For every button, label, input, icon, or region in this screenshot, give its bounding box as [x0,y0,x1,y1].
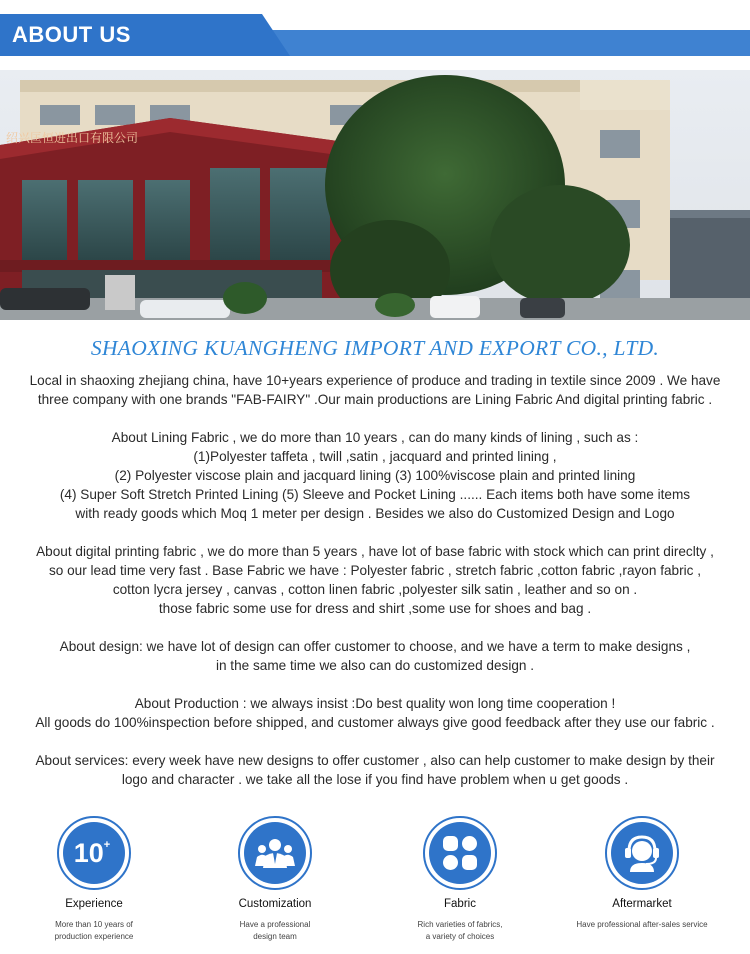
text-line: About services: every week have new designs to offer customer , also can help customer to make design by their [35,753,715,768]
feature-title: Aftermarket [612,898,672,910]
text-line: (2) Polyester viscose plain and jacquard lining (3) 100%viscose plain and printed lining [114,468,636,483]
ten-plus-icon [57,816,131,890]
text-line: three company with one brands "FAB-FAIRY" .Our main productions are Lining Fabric And digital printing fabric . [37,392,713,407]
digital-printing-paragraph [14,542,736,618]
building-sign-text: 绍兴匡恒进出口有限公司 [6,131,139,145]
company-name: SHAOXING KUANGHENG IMPORT AND EXPORT CO., LTD. [90,336,660,360]
feature-description: More than 10 years of production experience [54,920,134,941]
text-line: About design: we have lot of design can offer customer to choose, and we have a term to make designs , [59,639,691,654]
feature-title: Experience [65,898,123,910]
factory-photo [0,70,750,320]
text-line: cotton lycra jersey , canvas , cotton linen fabric ,polyester silk satin , leather and so on . [112,582,638,597]
feature-customization [205,816,345,943]
intro-paragraph [14,371,736,409]
feature-aftermarket [572,816,712,931]
text-line: (4) Super Soft Stretch Printed Lining (5) Sleeve and Pocket Lining ...... Each items both have some items [59,487,691,502]
design-paragraph [14,637,736,675]
feature-title: Customization [238,898,312,910]
feature-description: Rich varieties of fabrics, a variety of choices [417,920,503,941]
text-line: About Lining Fabric , we do more than 10 years , can do many kinds of lining , such as : [111,430,639,445]
lining-paragraph [14,428,736,523]
section-title: ABOUT US [12,22,131,47]
feature-title: Fabric [444,898,476,910]
section-header-banner [0,14,750,56]
experience-number: 10 [73,837,104,868]
text-line: those fabric some use for dress and shirt ,some use for shoes and bag . [158,601,592,616]
feature-experience [24,816,164,943]
text-line: (1)Polyester taffeta , twill ,satin , jacquard and printed lining , [193,449,557,464]
team-icon [238,816,312,890]
text-line: Local in shaoxing zhejiang china, have 10+years experience of produce and trading in textile since 2009 . We have [29,373,721,388]
text-line: with ready goods which Moq 1 meter per design . Besides we also do Customized Design and Logo [75,506,675,521]
text-line: in the same time we also can do customized design . [215,658,535,673]
features-row [0,816,750,946]
text-line: logo and character . we take all the lose if you find have problem when u get goods . [121,772,629,787]
text-line: All goods do 100%inspection before shipped, and customer always give good feedback after they use our fabric . [35,715,715,730]
production-paragraph [14,694,736,732]
feature-description: Have professional after-sales service [576,920,708,929]
fabric-grid-icon [423,816,497,890]
feature-fabric [390,816,530,943]
feature-description: Have a professional design team [239,920,311,941]
text-line: About digital printing fabric , we do more than 5 years , have lot of base fabric with stock which can print direclty , [36,544,714,559]
text-line: About Production : we always insist :Do best quality won long time cooperation ! [134,696,616,711]
text-line: so our lead time very fast . Base Fabric we have : Polyester fabric , stretch fabric ,cotton fabric ,rayon fabric , [48,563,701,578]
services-paragraph [14,751,736,789]
about-text [14,371,736,808]
experience-plus: + [103,838,111,851]
headset-icon [605,816,679,890]
